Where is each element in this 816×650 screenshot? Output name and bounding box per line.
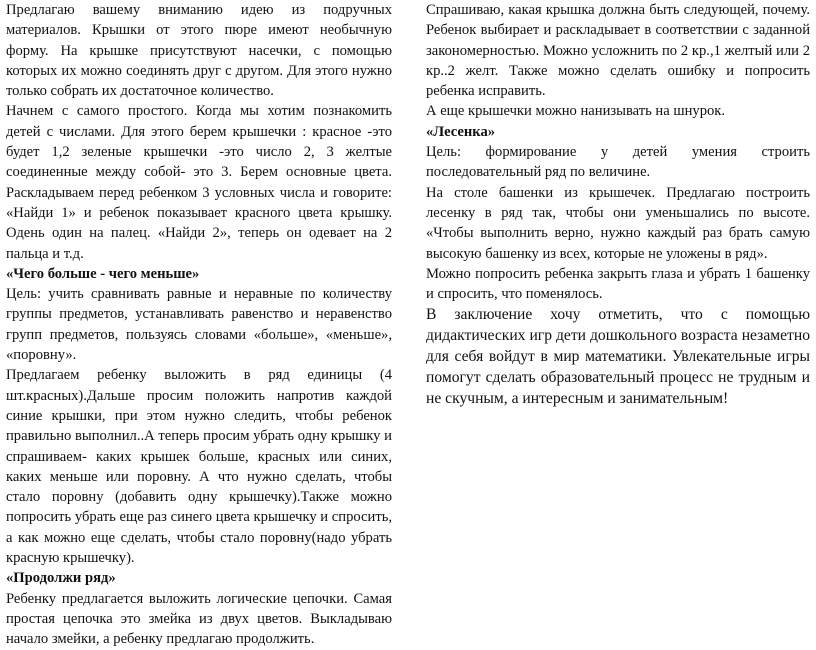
question-paragraph: Спрашиваю, какая крышка должна быть следующей, почему. Ребенок выбирает и раскладывает в соответствии с заданной закономерностью. Можно усложнить по 2 кр.,1 желтый или 2 кр..2 желт. Также можно сделать ошибку и попросить ребенка исправить.: [426, 2, 810, 100]
intro-paragraph: Предлагаю вашему вниманию идею из подручных материалов. Крышки от этого пюре имеют необычную форму. На крышке присутствуют насечки, с помощью которых их можно соединять друг с другом. Для этого нужно только собрать их достаточное количество.: [6, 2, 392, 100]
section-heading-continue-row: «Продолжи ряд»: [6, 570, 116, 587]
ladder-paragraph: На столе башенки из крышечек. Предлагаю построить лесенку в ряд так, чтобы они уменьшались по высоте. «Чтобы выполнить верно, нужно каждый раз брать самую высокую башенку из всех, которые не уложены в ряд».: [426, 184, 810, 262]
eyes-closed-paragraph: Можно попросить ребенка закрыть глаза и убрать 1 башенку и спросить, что поменялось.: [426, 265, 810, 303]
ladder-goal-paragraph: Цель: формирование у детей умения строить последовательный ряд по величине.: [426, 144, 810, 181]
string-paragraph: А еще крышечки можно нанизывать на шнурок.: [426, 103, 726, 120]
goal-paragraph: Цель: учить сравнивать равные и неравные по количеству группы предметов, устанавливать равенство и неравенство групп предметов, пользуясь словами «больше», «меньше», «поровну».: [6, 286, 392, 364]
numbers-paragraph: Начнем с самого простого. Когда мы хотим познакомить детей с числами. Для этого берем крышечки : красное -это будет 1,2 зеленые крышечки -это число 2, 3 желтые соединенные между собой- это 3. Берем основные цвета. Раскладываем перед ребенком 3 условных числа и говорите: «Найди 1» и ребенок показывает красного цвета крышку. Одень один на палец. «Найди 2», теперь он одевает на 2 пальца и т.д.: [6, 103, 392, 262]
more-less-paragraph: Предлагаем ребенку выложить в ряд единицы (4 шт.красных).Дальше просим положить напротив каждой синие крышки, при этом нужно следить, чтобы ребенок правильно выполнил..А теперь просим убрать одну крышку и спрашиваем- каких крышек больше, красных или синих, каких меньше или поровну. А что нужно сделать, чтобы стало поровну (добавить одну крышечку).Также можно попросить убрать еще раз синего цвета крышечку и спросить, а как можно еще сделать, чтобы стало поровну(надо убрать красную крышечку).: [6, 367, 392, 567]
right-column: [426, 0, 810, 409]
section-heading-more-less: «Чего больше - чего меньше»: [6, 265, 200, 282]
continue-row-paragraph: Ребенку предлагается выложить логические цепочки. Самая простая цепочка это змейка из двух цветов. Выкладываю начало змейки, а ребенку предлагаю продолжить.: [6, 590, 392, 648]
left-column: [6, 0, 392, 650]
section-heading-ladder: «Лесенка»: [426, 123, 496, 140]
conclusion-paragraph: В заключение хочу отметить, что с помощью дидактических игр дети дошкольного возраста незаметно для себя войдут в мир математики. Увлекательные игры помогут сделать образовательный процесс не трудным и не скучным, а интересным и занимательным!: [426, 306, 810, 408]
